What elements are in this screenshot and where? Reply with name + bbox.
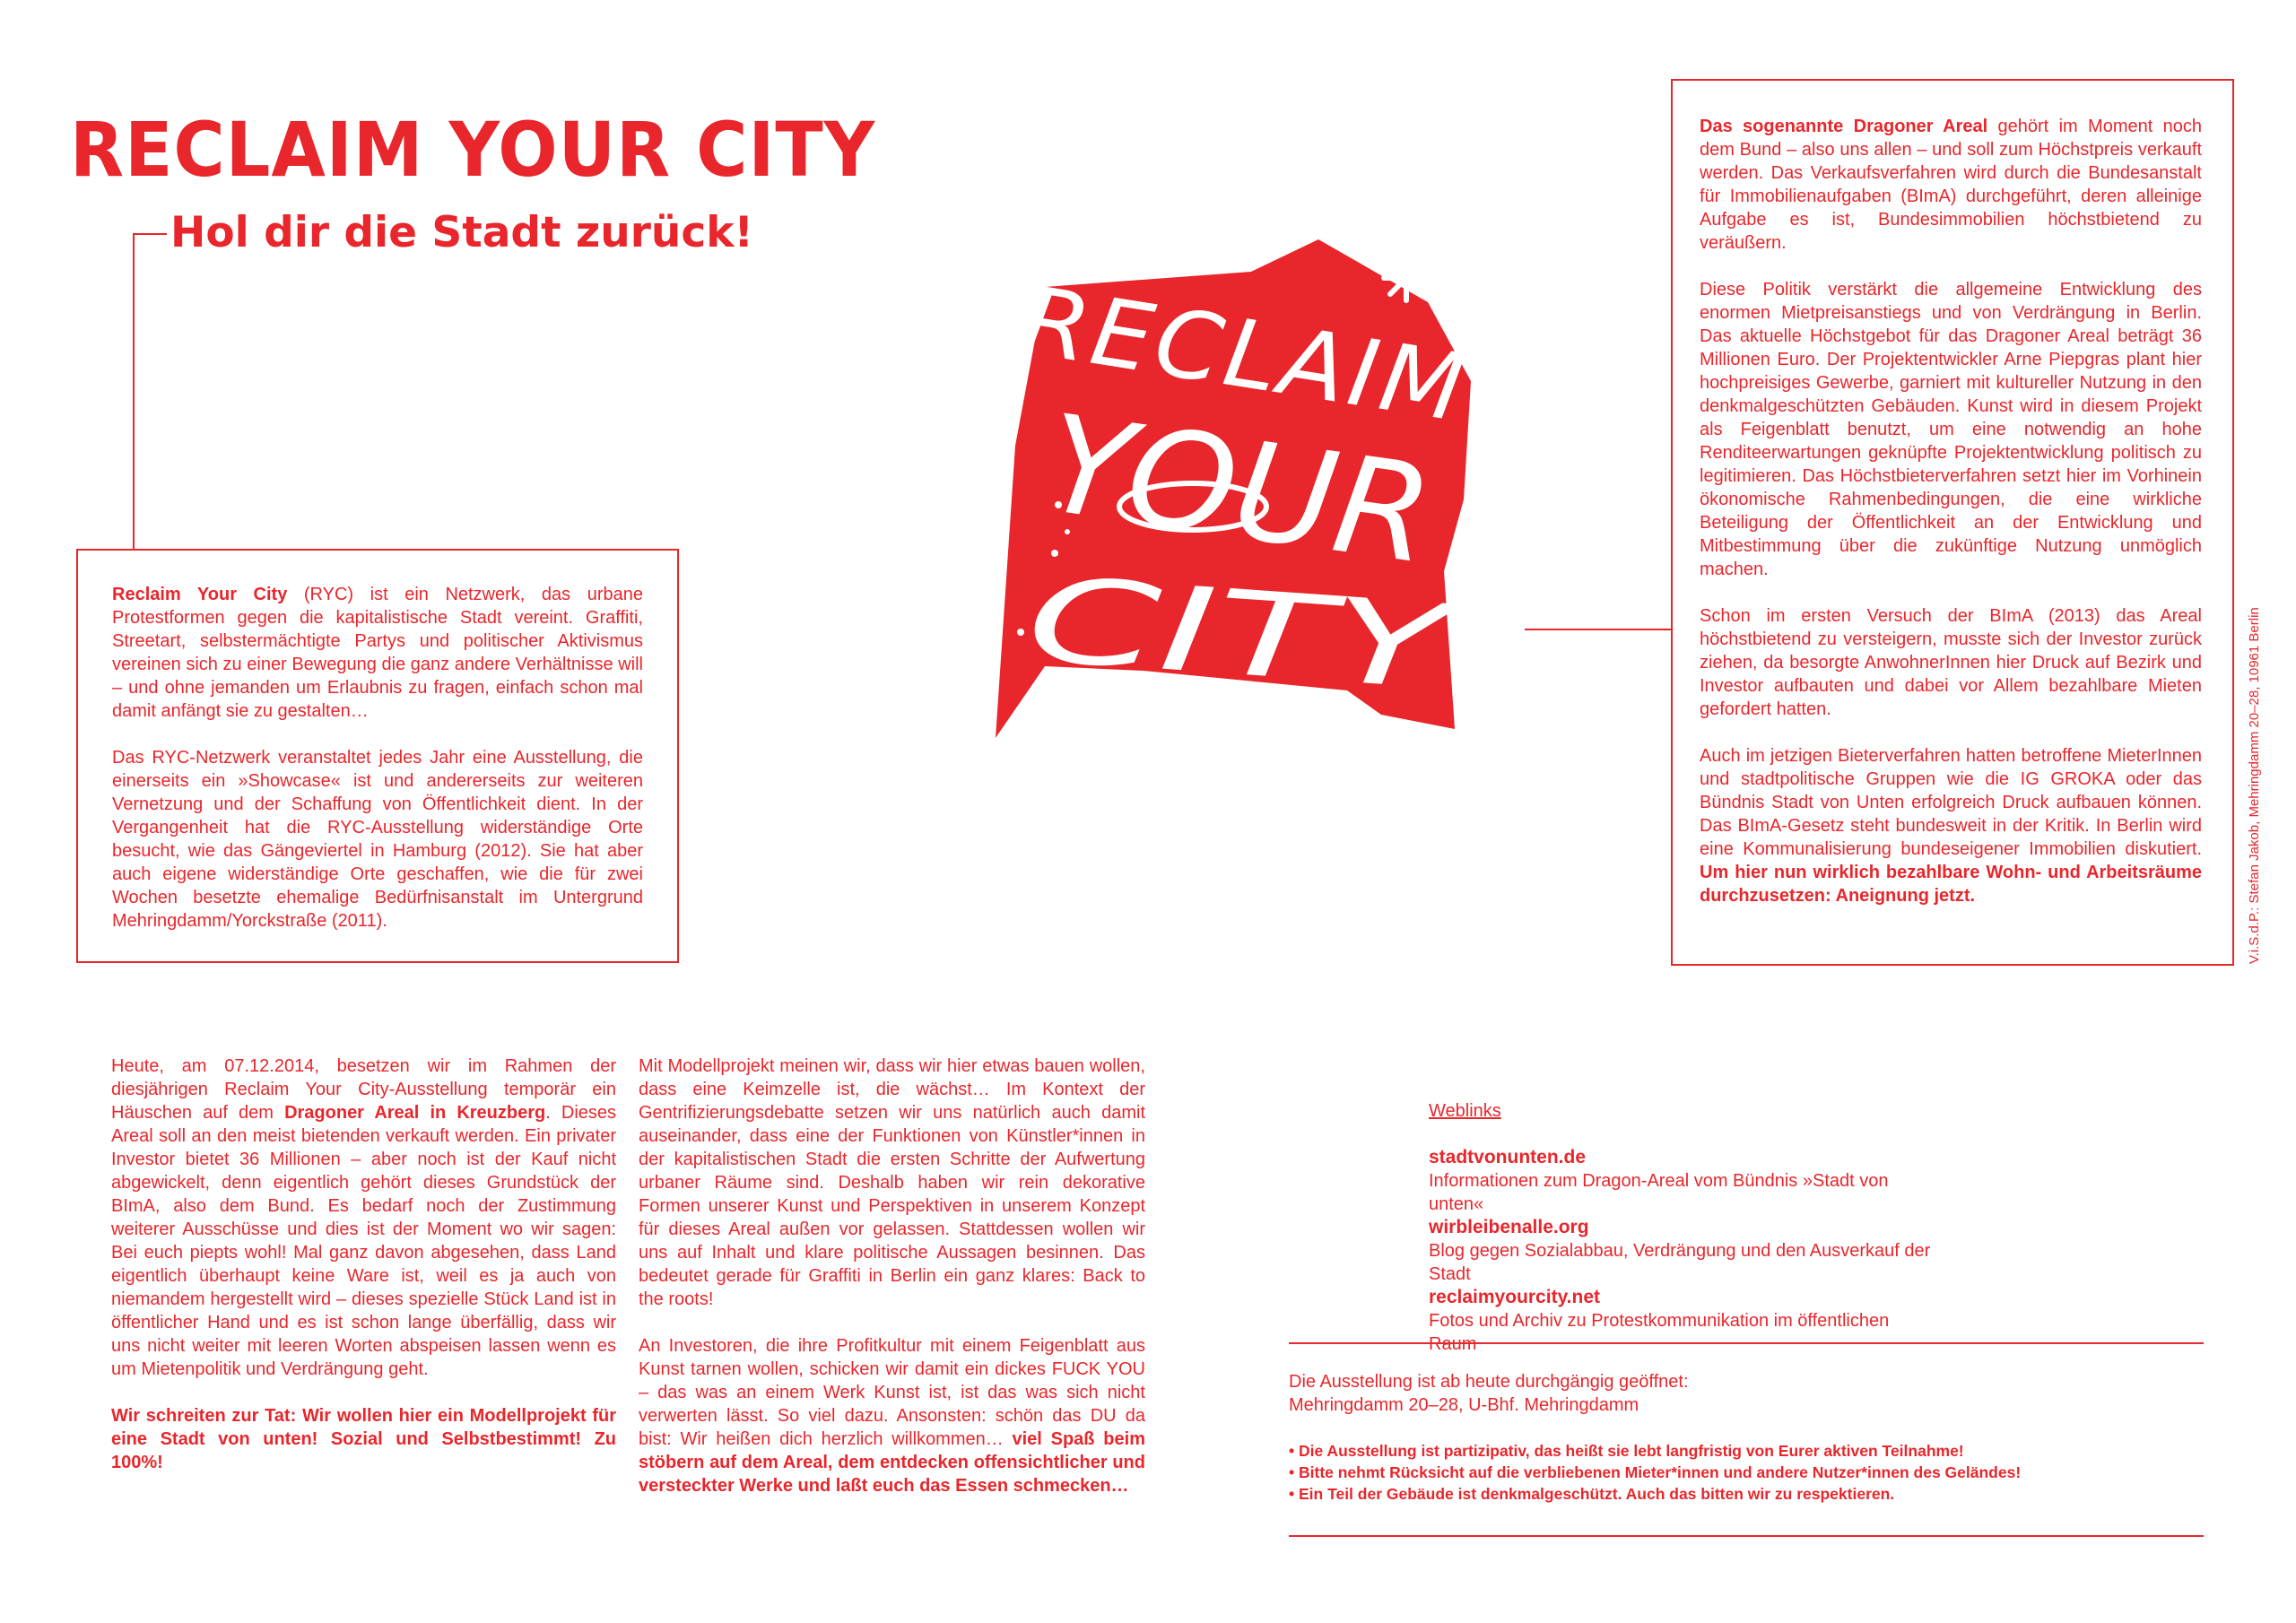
ryc-lead: Reclaim Your City: [112, 585, 288, 604]
artwork-line: YOUR: [1037, 386, 1433, 594]
weblink-description: Informationen zum Dragon-Areal vom Bündnis »Stadt von unten«: [1429, 1171, 1889, 1214]
ryc-text: (RYC) ist ein Netzwerk, das urbane Protestformen gegen die kapitalistische Stadt vereint. Graffiti, Streetart, selbstermächtigte Partys und politischer Aktivismus vereinen sich zu einer Bewegung die ganz andere Verhältnisse will – und ohne jemanden um Erlaubnis zu fragen, einfach schon mal damit anfängt sie zu gestalten…: [112, 585, 643, 721]
info-bullet: • Ein Teil der Gebäude ist denkmalgeschützt. Auch das bitten wir zu respektieren.: [1289, 1485, 1895, 1503]
divider-line: [133, 235, 135, 549]
column-text: . Dieses Areal soll an den meist bietenden verkauft werden. Ein privater Investor bietet 36 Millionen – aber noch ist der Kauf nicht abgewickelt, denn eigentlich gehört dieses Grundstück der BImA, also dem Bund. Es bedarf noch der Zustimmung weiterer Ausschüsse und dies ist der Moment wo wir sagen: Bei euch piepts wohl! Mal ganz davon abgesehen, dass Land eigentlich überhaupt keine Ware ist, weil es ja auch von niemandem hergestellt wird – dieses spezielle Stück Land ist in öffentlicher Hand und es ist schon lange überfällig, dass wir uns nicht weiter mit leeren Worten abspeisen lassen wenn es um Mietenpolitik und Verdrängung geht.: [111, 1103, 617, 1379]
ryc-paragraph: Das RYC-Netzwerk veranstaltet jedes Jahr eine Ausstellung, die einerseits ein »Showcase« ist und andererseits zur weiteren Vernetzung und der Schaffung von Öffentlichkeit dient. In der Vergangenheit hat die RYC-Ausstellung widerständige Orte besucht, wie das Gängeviertel in Hamburg (2012). Sie hat aber auch eigene widerständige Orte geschaffen, wie die für zwei Wochen besetzte ehemalige Bedürfnisanstalt im Untergrund Mehringdamm/Yorckstraße (2011).: [112, 748, 643, 931]
artwork-line: RECLAIM: [1014, 265, 1465, 442]
column-paragraph: [639, 1334, 1145, 1497]
column-text: Heute, am 07.12.2014, besetzen wir im Rahmen der diesjährigen Reclaim Your City-Ausstellung temporär ein Häuschen auf dem: [111, 1056, 616, 1123]
reclaim-artwork: [996, 238, 1534, 740]
dragoner-lead: Das sogenannte Dragoner Areal: [1700, 117, 1988, 136]
column-paragraph: Mit Modellprojekt meinen wir, dass wir hier etwas bauen wollen, dass eine Keimzelle ist, die wächst… Im Kontext der Gentrifizierungsdebatte setzen wir uns natürlich auch damit auseinander, dass eine der Funktionen von Künstler*innen in der kapitalistischen Stadt die ersten Schritte der Aufwertung urbaner Räume sind. Deshalb haben wir rein dekorative Formen unserer Kunst und Perspektiven in unserem Konzept für dieses Areal außen vor gelassen. Stattdessen wollen wir uns auf Inhalt und klare politische Aussagen besinnen. Das bedeutet gerade für Graffiti in Berlin ein ganz klares: Back to the roots!: [639, 1056, 1145, 1309]
artwork-line: CITY: [1022, 551, 1291, 705]
dragoner-text: gehört im Moment noch dem Bund – also uns allen – und soll zum Höchstpreis verkauft werden. Das Verkaufsverfahren wird durch die Bundesanstalt für Immobilienaufgaben (BImA) durchgeführt, deren alleinige Aufgabe es ist, Bundesimmobilien höchstbietend zu veräußern.: [1700, 117, 2202, 253]
divider-line: [1525, 629, 1671, 630]
info-bullet: • Die Ausstellung ist partizipativ, das heißt sie lebt langfristig von Eurer aktiven Teilnahme!: [1289, 1442, 1964, 1460]
dragoner-paragraph: Diese Politik verstärkt die allgemeine Entwicklung des enormen Mietpreisanstiegs und von Verdrängung in Berlin. Das aktuelle Höchstgebot für das Dragoner Areal beträgt 36 Millionen Euro. Der Projektentwickler Arne Piepgras plant hier hochpreisiges Gewerbe, garniert mit kultureller Nutzung in den denkmalgeschützten Gebäuden. Kunst wird in diesem Projekt als Feigenblatt benutzt, um eine notwendig an hohe Renditeerwartungen geknüpfte Projektentwicklung politisch zu legitimieren. Das Höchstbieterverfahren setzt hier im Vorhinein ökonomische Rahmenbedingungen, die eine wirkliche Beteiligung der Öffentlichkeit an der Entwicklung und Mitbestimmung über die zukünftige Nutzung unmöglich machen.: [1700, 280, 2202, 579]
weblinks-title: Weblinks: [1429, 1101, 1501, 1121]
dragoner-call: Um hier nun wirklich bezahlbare Wohn- und Arbeitsräume durchzusetzen: Aneignung jetzt.: [1700, 863, 2202, 906]
text-column-left: [111, 1055, 616, 1474]
dragoner-info-box: [1671, 79, 2234, 966]
divider-line: [1289, 1535, 2204, 1537]
weblinks-section: [1429, 1099, 1931, 1356]
column-text: An Investoren, die ihre Profitkultur mit einem Feigenblatt aus Kunst tarnen wollen, schicken wir damit ein dickes FUCK YOU – das was an einem Werk Kunst ist, ist das was sich nicht verwerten lässt. So viel dazu. Ansonsten: schön das DU da bist: Wir heißen dich herzlich willkommen…: [639, 1336, 1145, 1449]
column-emphasis: viel Spaß beim stöbern auf dem Areal, dem entdecken offensichtlicher und versteckter Werke und laßt euch das Essen schmecken…: [639, 1429, 1145, 1496]
column-call: Wir schreiten zur Tat: Wir wollen hier ein Modellprojekt für eine Stadt von unten! Sozial und Selbstbestimmt! Zu 100%!: [111, 1406, 616, 1472]
weblink-stadtvonunten[interactable]: stadtvonunten.de: [1429, 1147, 1587, 1167]
weblink-description: Blog gegen Sozialabbau, Verdrängung und den Ausverkauf der Stadt: [1429, 1241, 1931, 1284]
opening-info: [1289, 1370, 2204, 1505]
address-line: Mehringdamm 20–28, U-Bhf. Mehringdamm: [1289, 1395, 1639, 1415]
main-title: RECLAIM YOUR CITY: [70, 106, 876, 194]
subtitle: Hol dir die Stadt zurück!: [170, 208, 753, 257]
text-column-middle: [639, 1055, 1145, 1497]
weblink-reclaimyourcity[interactable]: reclaimyourcity.net: [1429, 1287, 1601, 1307]
dragoner-paragraph: [1700, 115, 2202, 255]
divider-line: [133, 233, 167, 235]
dragoner-text: Auch im jetzigen Bieterverfahren hatten betroffene MieterInnen und stadtpolitische Gruppen wie die IG GROKA oder das Bündnis Stadt von Unten erfolgreich Druck aufbauen können. Das BImA-Gesetz steht bundesweit in der Kritik. In Berlin wird eine Kommunalisierung bundeseigener Immobilien diskutiert.: [1700, 746, 2202, 859]
info-bullet: • Bitte nehmt Rücksicht auf die verbliebenen Mieter*innen und andere Nutzer*innen des Geländes!: [1289, 1463, 2022, 1481]
weblink-description: Fotos und Archiv zu Protestkommunikation im öffentlichen Raum: [1429, 1311, 1890, 1354]
weblink-wirbleibenalle[interactable]: wirbleibenalle.org: [1429, 1217, 1589, 1237]
ryc-paragraph: [112, 583, 643, 723]
opening-line: Die Ausstellung ist ab heute durchgängig geöffnet:: [1289, 1372, 1689, 1392]
column-emphasis: Dragoner Areal in Kreuzberg: [284, 1103, 546, 1123]
column-paragraph: [111, 1055, 616, 1381]
dragoner-paragraph: [1700, 744, 2202, 907]
dragoner-paragraph: Schon im ersten Versuch der BImA (2013) das Areal höchstbietend zu versteigern, musste sich der Investor zurück ziehen, da besorgte AnwohnerInnen hier Druck auf Bezirk und Investor aufbauten und dabei vor Allem bezahlbare Mieten gefordert hatten.: [1700, 606, 2202, 719]
imprint-credit: V.i.S.d.P.: Stefan Jakob, Mehringdamm 20–28, 10961 Berlin: [2247, 607, 2262, 964]
ryc-info-box: [76, 549, 679, 963]
